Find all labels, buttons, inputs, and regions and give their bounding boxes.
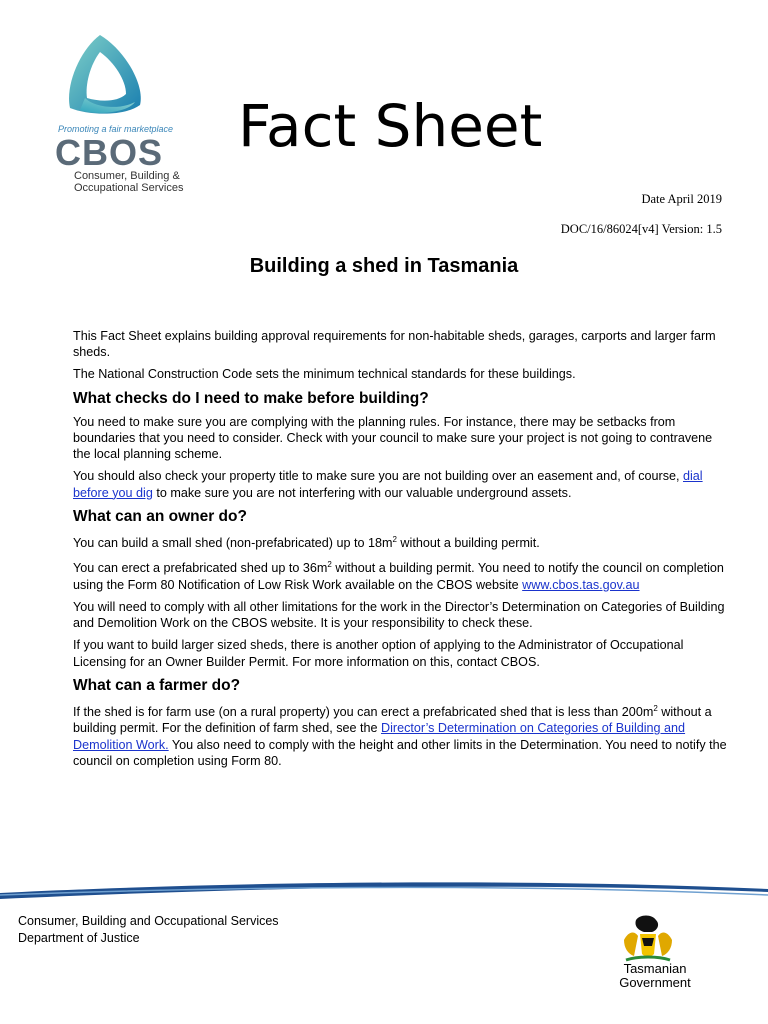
footer-line-1: Consumer, Building and Occupational Services [18, 914, 279, 928]
checks-p2-text: You should also check your property title to make sure you are not building over an easement and, of course, [73, 469, 683, 484]
checks-p2-text-end: to make sure you are not interfering with our valuable underground assets. [152, 485, 572, 500]
tasmanian-government-wordmark [600, 962, 710, 990]
logo-tagline: Promoting a fair marketplace [58, 124, 174, 134]
logo-subtitle-line1: Consumer, Building & [74, 170, 180, 182]
owner-paragraph-4: If you want to build larger sized sheds, there is another option of applying to the Administrator of Occupational Licensing for an Owner Builder Permit. For more information on this, contact CBOS. [73, 638, 684, 669]
document-body [73, 328, 728, 775]
section-heading-farmer: What can a farmer do? [73, 676, 241, 694]
logo-subtitle [74, 170, 183, 194]
owner-p2-sup: 2 [327, 560, 332, 570]
dial-before-you-dig-link[interactable]: dial before you dig [73, 469, 703, 500]
farmer-p1-sup: 2 [653, 704, 658, 714]
owner-paragraph-1 [73, 532, 728, 551]
farmer-p1-text-end: You also need to comply with the height and other limits in the Determination. You need to notify the council on completion using Form 80. [73, 737, 727, 768]
owner-paragraph-2 [73, 557, 728, 593]
section-heading-checks: What checks do I need to make before building? [73, 389, 429, 407]
cbos-website-link[interactable]: www.cbos.tas.gov.au [522, 577, 640, 592]
owner-p1-text-end: without a building permit. [396, 536, 540, 551]
owner-p1-sup: 2 [392, 535, 397, 545]
checks-paragraph-2 [73, 468, 728, 500]
govt-line-2: Government [619, 975, 691, 990]
directors-determination-link[interactable]: Director’s Determination on Categories of Building and Demolition Work. [73, 721, 686, 752]
section-heading-owner: What can an owner do? [73, 507, 247, 525]
farmer-p1-text: If the shed is for farm use (on a rural property) you can erect a prefabricated shed that is less than 200m [73, 705, 654, 720]
farmer-p1-text-mid: without a building permit. For the definition of farm shed, see the [73, 705, 712, 736]
intro-paragraph-2: The National Construction Code sets the minimum technical standards for these buildings. [73, 367, 576, 382]
owner-p2-text-mid: without a building permit. You need to notify the council on completion using the Form 80 Notification of Low Risk Work available on the CBOS website [73, 561, 724, 592]
logo-subtitle-line2: Occupational Services [74, 182, 184, 194]
cbos-logo-icon [40, 30, 180, 120]
owner-p1-text: You can build a small shed (non-prefabricated) up to 18m [73, 536, 393, 551]
intro-paragraph-1: This Fact Sheet explains building approval requirements for non-habitable sheds, garages, carports and larger farm sheds. [73, 329, 716, 360]
owner-paragraph-3: You will need to comply with all other limitations for the work in the Director’s Determination on Categories of Building and Demolition Work on the CBOS website. It is your responsibility to check these. [73, 600, 725, 631]
page-title: Fact Sheet [238, 92, 543, 160]
logo-acronym: CBOS [55, 132, 164, 173]
farmer-paragraph-1 [73, 701, 728, 769]
tasmanian-government-crest-icon [618, 910, 678, 965]
govt-line-1: Tasmanian [623, 961, 687, 976]
footer-line-2: Department of Justice [18, 931, 140, 945]
document-heading: Building a shed in Tasmania [249, 255, 519, 277]
footer-organisation [18, 913, 279, 947]
checks-paragraph-1: You need to make sure you are complying with the planning rules. For instance, there may be setbacks from boundaries that you need to consider. Check with your council to make sure your project is not going to contravene the local planning scheme. [73, 414, 713, 462]
footer-wave-divider [0, 875, 768, 915]
document-reference: DOC/16/86024[v4] Version: 1.5 [560, 222, 722, 236]
owner-p2-text: You can erect a prefabricated shed up to 36m [73, 561, 328, 576]
document-date: Date April 2019 [641, 192, 722, 206]
